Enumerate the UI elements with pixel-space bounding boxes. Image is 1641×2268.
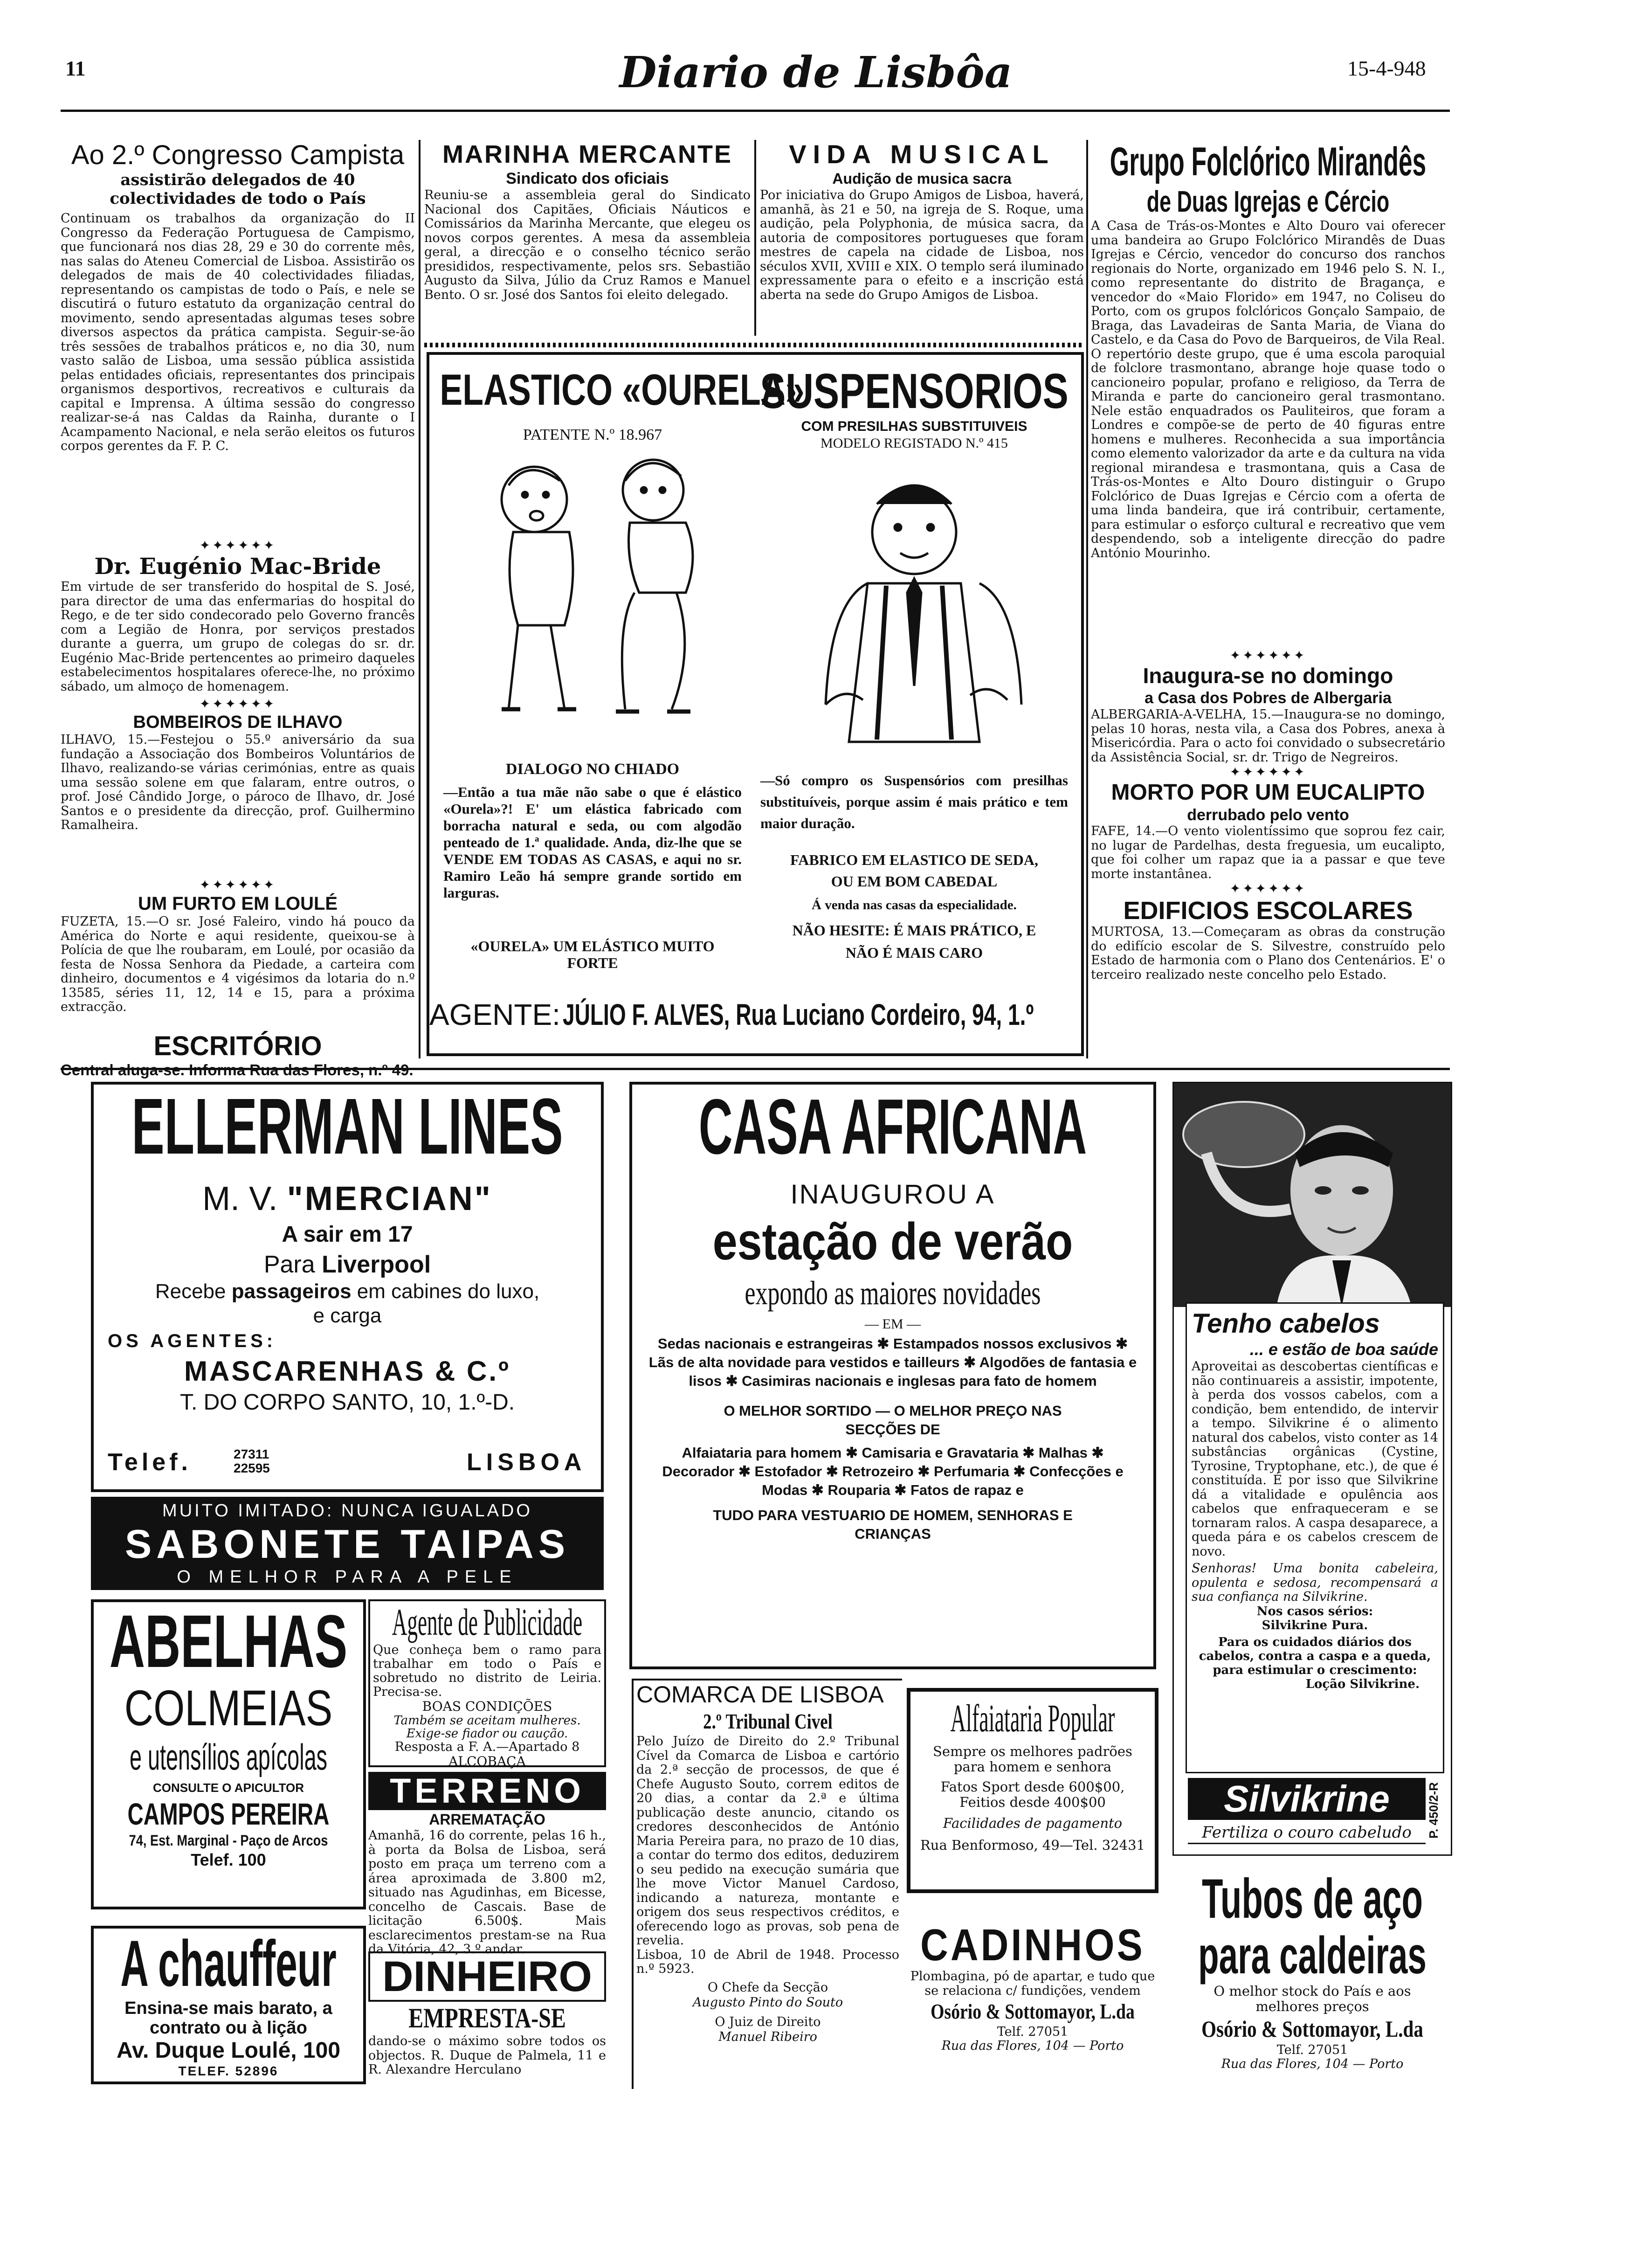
notice-subtitle: 2.º Tribunal Civel [703, 1709, 833, 1733]
sabonete-taipas-ad [91, 1497, 604, 1590]
telephone: Telf. 27051 [997, 2025, 1069, 2039]
column-1 [61, 140, 415, 1068]
ad-line: Facilidades de pagamento [943, 1815, 1123, 1831]
classified-title: ESCRITÓRIO [153, 1031, 322, 1061]
headline: BOMBEIROS DE ILHAVO [133, 712, 343, 732]
ornament-rule [424, 343, 1084, 347]
ad-products: O MELHOR SORTIDO — O MELHOR PREÇO NAS SECÇÕES DE [724, 1403, 1062, 1438]
company-name: Osório & Sottomayor, L.da [1201, 2016, 1423, 2042]
ad-title: ELASTICO «OURELA» [440, 365, 805, 414]
conditions: BOAS CONDIÇÕES [422, 1699, 552, 1714]
cargo-line [94, 1279, 601, 1304]
man-suspenders-illustration [798, 462, 1031, 751]
agent-company: MASCARENHAS & C.º [184, 1355, 510, 1387]
ship-line [94, 1178, 601, 1220]
separator: ✦✦✦✦✦✦ [199, 877, 276, 892]
ad-subtitle: para caldeiras [1198, 1926, 1427, 1984]
ad-title: CASA AFRICANA [698, 1083, 1087, 1170]
destination-prefix: Para [263, 1251, 315, 1278]
subheadline: a Casa dos Pobres de Albergaria [1145, 689, 1392, 707]
ship-name: "MERCIAN" [287, 1180, 492, 1217]
note: Também se aceitam mulheres. Exige-se fiador ou caução. [393, 1714, 581, 1741]
masthead-rule [61, 110, 1450, 112]
cargo-passengers: passageiros [231, 1280, 352, 1303]
telephone-number: 27311 [234, 1447, 269, 1461]
chefe-label: O Chefe da Secção [707, 1980, 828, 1995]
notice-date: Lisboa, 10 de Abril de 1948. Processo n.º 5923. [636, 1947, 899, 1976]
ad-body: O melhor stock do País e aos melhores preços [1214, 1983, 1411, 2014]
separator: ✦✦✦✦✦✦ [1229, 764, 1307, 780]
alfaiataria-ad [907, 1688, 1158, 1893]
article-body: ALBERGARIA-A-VELHA, 15.—Inaugura-se no domingo, pelas 10 horas, nesta vila, a Casa dos Pobres, anexa à Misericórdia. Para o acto foi convidado o subsecretário da Assistência Social, sr. dr. Trigo de Negreiros. [1091, 707, 1445, 765]
chauffeur-ad [91, 1926, 366, 2084]
reply: Resposta a F. A.—Apartado 8 [394, 1740, 580, 1754]
article-body: FUZETA, 15.—O sr. José Faleiro, vindo há pouco da América do Norte e aqui residente, queixou-se à Polícia de que lhe roubaram, em Loulé, por ocasião da festa de Nossa Senhora da Piedade, a carteira com dinheiro, documentos e 4 vigésimos da lotaria do n.º 13585, séries 11, 12, 14 e 15, para a próxima extracção. [61, 914, 415, 1014]
address: Rua das Flores, 104 — Porto [941, 2039, 1124, 2053]
tagline-top: MUITO IMITADO: NUNCA IGUALADO [162, 1501, 532, 1521]
ad-subtitle: ... e estão de boa saúde [1249, 1340, 1438, 1359]
headline: Dr. Eugénio Mac-Bride [94, 553, 381, 580]
departure: A sair em 17 [282, 1222, 413, 1247]
ourela-left [439, 364, 805, 980]
dinheiro-ad [368, 1951, 606, 2087]
ad-title: TERRENO [368, 1772, 606, 1810]
sale-text: Á venda nas casas da especialidade. [812, 898, 1017, 913]
article-body: Em virtude de ser transferido do hospital de S. José, para director de uma das enfermarias do hospital do Rego, e de ter sido condecorado pelo Governo francês com a Legião de Honra, por serviços prestados durante a guerra, um grupo de colegas do sr. dr. Eugénio Mac-Bride pertencentes ao primeiro daqueles estabelecimentos hospitalares oferece-lhe, no próximo sábado, um almoço de homenagem. [61, 580, 415, 694]
ad-separator: — EM — [865, 1316, 921, 1332]
headline: Inaugura-se no domingo [1143, 664, 1393, 688]
article-body: ILHAVO, 15.—Festejou o 55.º aniversário da sua fundação a Associação dos Bombeiros Voluntários de Ilhavo, realizando-se várias cerimónias, entre as quais uma sessão solene em que falaram, entre outros, o prof. José Cândido Jorge, o pároco de Ilhavo, dr. José Santos e o presidente da direcção, prof. Guilhermino Ramalheira. [61, 733, 415, 832]
ad-body: dando-se o máximo sobre todos os objectos. R. Duque de Palmela, 11 e R. Alexandre Herculano [368, 2034, 606, 2077]
ad-address: Av. Duque Loulé, 100 [116, 2038, 341, 2063]
terreno-ad [368, 1771, 606, 1957]
column-3 [760, 140, 1084, 340]
tubos-ad [1172, 1867, 1452, 2087]
ad-line: expondo as maiores novidades [745, 1274, 1041, 1312]
ad-body: Aproveitai as descobertas científicas e não continuareis a assistir, impotente, à perda dos vossos cabelos, com a condição, bem entendido, de intervir a tempo. Silvikrine é o alimento natural dos cabelos, visto conter as 14 substâncias orgânicas (Cystine, Tyrosine, Tryptophane, etc.), de que é constituída. É por isso que Silvikrine dá a vitalidade e opulência aos cabelos que enfraqueceram e se tornaram ralos. A caspa desaparece, a queda pára e os cabelos crescem de novo. [1192, 1359, 1438, 1559]
comarca-notice [632, 1679, 902, 2089]
section-rule [61, 1068, 1450, 1070]
separator: ✦✦✦✦✦✦ [199, 696, 276, 712]
cargo-prefix: Recebe [155, 1280, 226, 1303]
beekeeper-address: 74, Est. Marginal - Paço de Arcos [129, 1832, 328, 1849]
product-name: SABONETE TAIPAS [124, 1522, 570, 1567]
subheadline: assistirão delegados de 40 colectividades de todo o País [110, 171, 366, 208]
destination [94, 1250, 601, 1279]
cargo-line-2: e carga [313, 1304, 382, 1327]
ad-products: Alfaiataria para homem ✱ Camisaria e Gravataria ✱ Malhas ✱ Decorador ✱ Estofador ✱ Retrozeiro ✱ Perfumaria ✱ Confecções e Modas ✱ Rouparia ✱ Fatos de rapaz e [662, 1445, 1124, 1498]
ad-care: Para os cuidados diários dos cabelos, contra a caspa e a queda, para estimular o crescimento: [1199, 1635, 1431, 1677]
issue-date: 15-4-948 [1347, 56, 1426, 80]
subheadline: Sindicato dos oficiais [506, 170, 669, 187]
article-body: MURTOSA, 13.—Começaram as obras da construção do edifício escolar de S. Silvestre, construído pelo Estado de harmonia com o Plano dos Centenários. E' o terceiro realizado neste concelho pelo Estado. [1091, 925, 1445, 982]
column-rule [419, 140, 421, 1058]
ad-quote: Senhoras! Uma bonita cabeleira, opulenta e sedosa, recompensará a sua confiança na Silvikrine. [1192, 1561, 1438, 1604]
ad-title: ABELHAS [109, 1599, 348, 1683]
cargo-cabins: em cabines do luxo, [357, 1280, 540, 1303]
column-4 [1091, 140, 1445, 1068]
ad-title: A chauffeur [120, 1927, 337, 2000]
silvikrine-ad [1172, 1082, 1452, 1856]
subheadline: derrubado pelo vento [1187, 806, 1349, 824]
ad-subtitle: e utensílios apícolas [129, 1736, 328, 1777]
ad-line: Rua Benformoso, 49—Tel. 32431 [920, 1837, 1145, 1853]
ad-title: Tubos de aço [1201, 1867, 1423, 1930]
ad-title: CADINHOS [920, 1920, 1145, 1970]
ad-title: SUSPENSORIOS [760, 364, 1069, 419]
beekeeper-phone: Telef. 100 [191, 1850, 266, 1869]
ad-line: INAUGUROU A [790, 1179, 995, 1210]
ad-title: Tenho cabelos [1192, 1308, 1380, 1339]
ship-prefix: M. V. [202, 1180, 278, 1217]
telephone-number: 22595 [234, 1461, 270, 1475]
two-boys-illustration [457, 439, 737, 737]
company-name: Osório & Sottomayor, L.da [931, 1999, 1135, 2023]
agent-address: T. DO CORPO SANTO, 10, 1.º-D. [179, 1390, 515, 1415]
ad-products: TUDO PARA VESTUARIO DE HOMEM, SENHORAS E CRIANÇAS [713, 1507, 1073, 1542]
ad-body: Que conheça bem o ramo para trabalhar em todo o País e sobretudo no distrito de Leiria. Precisa-se. [373, 1643, 601, 1699]
ad-cases: Silvikrine Pura. [1262, 1618, 1368, 1632]
cadinhos-ad [907, 1921, 1158, 2089]
agent-name: JÚLIO F. ALVES, Rua Luciano Cordeiro, 94, 1.º [563, 998, 1034, 1031]
place: ALCOBAÇA [448, 1754, 526, 1769]
ad-body: Amanhã, 16 do corrente, pelas 16 h., à porta da Bolsa de Lisboa, será posto em praça um terreno com a área aproximada de 3.800 m2, situado nas Agudinhas, em Bicesse, concelho de Cascais. Base de licitação 6.500$. Mais esclarecimentos prestam-se na Rua da Vitória, 42, 3.º andar. [368, 1828, 606, 1957]
ad-title: ELLERMAN LINES [131, 1082, 563, 1171]
tagline-bottom: O MELHOR PARA A PELE [177, 1567, 518, 1587]
article-body: FAFE, 14.—O vento violentíssimo que soprou fez cair, no lugar de Pardelhas, desta freguesia, um eucalipto, que foi colher um rapaz que ia a passar e que teve morte instantânea. [1091, 824, 1445, 881]
ourela-ad [427, 352, 1084, 1056]
headline: Ao 2.º Congresso Campista [71, 140, 405, 170]
city: LISBOA [467, 1449, 586, 1476]
notice-body: Pelo Juízo de Direito do 2.º Tribunal Cível da Comarca de Lisboa e cartório da 2.ª secção de processos, de que é Chefe Augusto Souto, correm editos de 20 dias, a contar da 2.ª e última publicação deste anuncio, citando os credores desconhecidos de António Maria Pereira para, no prazo de 10 dias, a contar do termo dos editos, deduzirem o seu pedido na execução sumária que lhe move Victor Manuel Cardoso, indicando a natureza, montante e origem dos seus respectivos créditos, e oferecendo logo as provas, sob pena de revelia. [636, 1734, 899, 1948]
article-body: Reuniu-se a assembleia geral do Sindicato Nacional dos Capitães, Oficiais Náuticos e Comissários da Marinha Mercante, que elegeu os novos corpos gerentes. A mesa da assembleia geral, a direcção e o conselho técnico serão presididos, respectivamente, pelos srs. Sebastião Augusto da Silva, Júlio da Cruz Ramos e Manuel Bento. O sr. José dos Santos foi eleito delegado. [424, 188, 751, 302]
agente-publicidade-ad [368, 1599, 606, 1767]
headline: MORTO POR UM EUCALIPTO [1111, 780, 1425, 805]
slogan: NÃO HESITE: É MAIS PRÁTICO, E NÃO É MAIS CARO [792, 922, 1036, 961]
beekeeper-name: CAMPOS PEREIRA [127, 1797, 330, 1831]
destination-city: Liverpool [322, 1251, 431, 1278]
headline: UM FURTO EM LOULÉ [138, 893, 338, 914]
patent-number: PATENTE N.º 18.967 [523, 426, 662, 443]
newspaper-title: Diario de Lisbôa [619, 47, 1013, 97]
page-number: 11 [65, 56, 86, 80]
ad-products: Sedas nacionais e estrangeiras ✱ Estampados nossos exclusivos ✱ Lãs de alta novidade para vestidos e tailleurs ✱ Algodões de fantasia e lisos ✱ Casimiras nacionais e inglesas para fato de homem [648, 1335, 1137, 1389]
ad-title: Agente de Publicidade [392, 1601, 583, 1643]
juiz-label: O Juiz de Direito [715, 2014, 821, 2029]
ad-line: Sempre os melhores padrões para homem e senhora [933, 1743, 1132, 1775]
ad-code: P. 450/2-R [1427, 1782, 1441, 1839]
article-body: Por iniciativa do Grupo Amigos de Lisboa, haverá, amanhã, às 21 e 50, na igreja de S. Roque, uma audição, pela Polyphonia, de música sacra, da autoria de compositores portugueses que foram mestres de capela na cidade de Lisboa, nos séculos XVII, XVIII e XIX. O templo será iluminado expressamente para o efeito e a inscrição está aberta na sede do Grupo Amigos de Lisboa. [760, 188, 1084, 302]
man-portrait-illustration [1174, 1083, 1451, 1307]
separator: ✦✦✦✦✦✦ [1229, 881, 1307, 896]
ad-subtitle: COM PRESILHAS SUBSTITUIVEIS [801, 419, 1027, 434]
agent-label: AGENTE: [429, 998, 560, 1031]
subheadline: Audição de musica sacra [832, 170, 1012, 187]
article-body: Continuam os trabalhos da organização do II Congresso da Federação Portuguesa de Campismo, que funcionará nos dias 28, 29 e 30 do corrente mês, nas salas do Ateneu Comercial de Lisboa. Assistirão os delegados de mais de 40 colectividades filiadas, representando os campistas de todo o País, e nele se discutirá o futuro estatuto da organização central do movimento, sendo apresentadas algumas teses sobre diversos aspectos da prática campista. Seguir-se-ão três sessões de trabalhos práticos e, no dia 30, num vasto salão de Lisboa, uma sessão pública assistida pelas entidades oficiais, representantes dos principais organismos desportivos, recreativos e culturais da capital e Imprensa. A última sessão do congresso realizar-se-á nas Caldas da Rainha, durante o I Acampamento Nacional, e nela serão eleitos os futuros corpos gerentes da F. P. C. [61, 211, 415, 453]
ad-cases-label: Nos casos sérios: [1256, 1604, 1373, 1618]
dialog-text: —Então a tua mãe não sabe o que é elástico «Ourela»?! E' um elástica fabricado com borracha natural e seda, ou com algodão penteado de 1.ª qualidade. Anda, diz-lhe que se VENDE EM TODAS AS CASAS, e aqui no sr. Ramiro Leão há sempre grande sortido em larguras. [443, 784, 742, 901]
ad-headline: estação de verão [712, 1212, 1073, 1271]
brand-tagline: Fertiliza o couro cabeludo [1188, 1822, 1426, 1844]
telephone-label: Telef. [108, 1449, 192, 1476]
ad-phone: TELEF. 52896 [178, 2064, 279, 2078]
silvikrine-text [1186, 1302, 1444, 1773]
dialog-title: DIALOGO NO CHIADO [505, 761, 680, 778]
subheadline: de Duas Igrejas e Cércio [1146, 185, 1390, 218]
ad-title: Alfaiataria Popular [950, 1697, 1115, 1740]
headline: MARINHA MERCANTE [442, 140, 732, 168]
notice-title: COMARCA DE LISBOA [636, 1681, 884, 1708]
juiz-name: Manuel Ribeiro [718, 2029, 817, 2044]
consult-label: CONSULTE O APICULTOR [152, 1781, 304, 1795]
ad-body: Plombagina, pó de apartar, e tudo que se relaciona c/ fundições, vendem [910, 1969, 1155, 1998]
ad-subtitle: EMPRESTA-SE [408, 2003, 566, 2033]
ad-title: DINHEIRO [368, 1951, 606, 2002]
ad-body: Ensina-se mais barato, a contrato ou à lição [124, 1998, 332, 2038]
testimonial-text: —Só compro os Suspensórios com presilhas substituíveis, porque assim é mais prático e tem maior duração. [760, 772, 1068, 831]
model-number: MODELO REGISTADO N.º 415 [820, 436, 1008, 451]
headline: Grupo Folclórico Mirandês [1110, 139, 1427, 184]
headline: EDIFICIOS ESCOLARES [1123, 897, 1413, 925]
ad-subtitle: ARREMATAÇÃO [429, 1811, 545, 1828]
agents-label: OS AGENTES: [108, 1331, 277, 1351]
suspensorios-right [756, 364, 1073, 980]
headline: VIDA MUSICAL [789, 139, 1055, 169]
column-2 [424, 140, 751, 340]
fabric-text: FABRICO EM ELASTICO DE SEDA, OU EM BOM CABEDAL [790, 851, 1038, 890]
brand-logo: Silvikrine [1188, 1778, 1426, 1820]
column-rule [754, 140, 756, 336]
dialog-end: «OURELA» UM ELÁSTICO MUITO FORTE [470, 938, 715, 971]
ellerman-lines-ad [91, 1082, 604, 1492]
ad-subtitle: COLMEIAS [124, 1680, 333, 1736]
separator: ✦✦✦✦✦✦ [199, 538, 276, 553]
telephone: Telf. 27051 [1276, 2043, 1348, 2057]
casa-africana-ad [629, 1082, 1156, 1669]
agent-line [429, 994, 1081, 1040]
article-body: A Casa de Trás-os-Montes e Alto Douro vai oferecer uma bandeira ao Grupo Folclórico Mirandês de Duas Igrejas e Cércio, vencedor do concurso dos ranchos regionais do Norte, organizado em 1946 pelo S. N. I., como representante do distrito de Bragança, e vencedor do «Maio Florido» em 1947, no Coliseu do Porto, com os grupos folclóricos Gonçalo Sampaio, de Braga, das Lavadeiras de Santa Maria, de Viana do Castelo, e da Casa do Povo de Barqueiros, de Vila Real. O repertório deste grupo, que é uma escola paroquial de folclore trasmontano, abrange hoje quase todo o cancioneiro popular, profano e religioso, da Terra de Miranda e parte do cancioneiro geral trasmontano. Nele estão enquadrados os Pauliteiros, que foram a Londres e compõe-se de perto de 40 figuras entre homens e mulheres. Reconhecida a sua importância como elemento valorizador da arte e da cultura na vida regional mirandesa e trasmontana, quis a Casa de Trás-os-Montes e Alto Douro distinguir o Grupo Folclórico de Duas Igrejas e Cércio com a oferta de uma linda bandeira, que irá contribuir, certamente, para estimular o esforço cultural e recreativo que vem despendendo, sob a inteligente direcção do padre António Mourinho. [1091, 219, 1445, 560]
ad-line: Fatos Sport desde 600$00, Feitios desde 400$00 [940, 1779, 1125, 1810]
chefe-name: Augusto Pinto do Souto [692, 1995, 843, 2010]
abelhas-ad [91, 1599, 366, 1909]
ad-lotion: Loção Silvikrine. [1305, 1677, 1420, 1691]
column-rule [1086, 140, 1088, 1058]
address: Rua das Flores, 104 — Porto [1221, 2057, 1404, 2071]
separator: ✦✦✦✦✦✦ [1229, 648, 1307, 663]
